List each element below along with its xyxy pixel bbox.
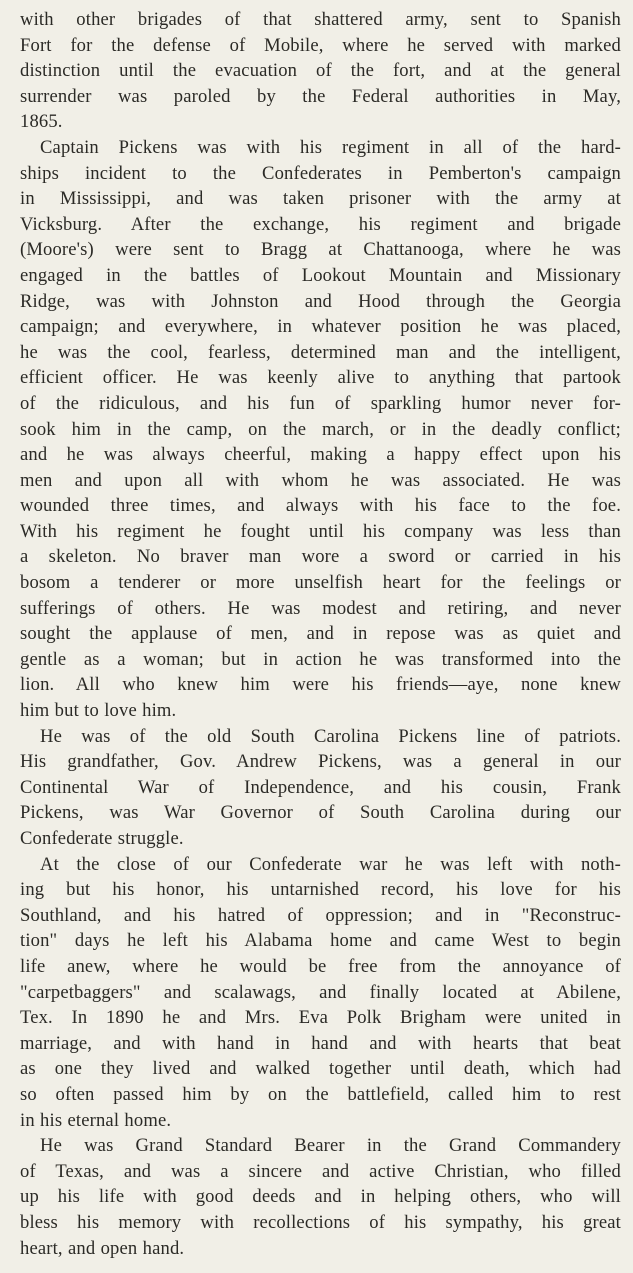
text-line: sufferings of others. He was modest and retiring, and never — [20, 597, 621, 619]
text-line: of the ridiculous, and his fun of sparkling humor never for- — [20, 392, 621, 414]
text-line: distinction until the evacuation of the fort, and at the general — [20, 60, 621, 82]
text-line: ing but his honor, his untarnished record, his love for his — [20, 879, 621, 901]
text-line: With his regiment he fought until his company was less than — [20, 520, 621, 542]
text-line: Tex. In 1890 he and Mrs. Eva Polk Brigham were united in — [20, 1007, 621, 1029]
text-line: engaged in the battles of Lookout Mountain and Missionary — [20, 264, 621, 286]
text-line: Southland, and his hatred of oppression; and in "Reconstruc- — [20, 904, 621, 926]
text-line: bosom a tenderer or more unselfish heart for the feelings or — [20, 572, 621, 594]
text-line: wounded three times, and always with his face to the foe. — [20, 495, 621, 517]
text-line: up his life with good deeds and in helping others, who will — [20, 1186, 621, 1208]
text-line: men and upon all with whom he was associated. He was — [20, 469, 621, 491]
paragraph-1 — [20, 7, 621, 135]
text-line: Vicksburg. After the exchange, his regiment and brigade — [20, 213, 621, 235]
text-line: with other brigades of that shattered army, sent to Spanish — [20, 9, 621, 30]
text-line: of Texas, and was a sincere and active Christian, who filled — [20, 1160, 621, 1182]
text-line: "carpetbaggers" and scalawags, and finally located at Abilene, — [20, 981, 621, 1003]
text-line: in Mississippi, and was taken prisoner with the army at — [20, 188, 621, 210]
text-line: bless his memory with recollections of his sympathy, his great — [20, 1211, 621, 1233]
text-line: He was Grand Standard Bearer in the Grand Commandery — [40, 1135, 621, 1157]
text-line: he was the cool, fearless, determined man and the intelligent, — [20, 341, 621, 363]
text-line: Pickens, was War Governor of South Carolina during our — [20, 802, 621, 824]
text-line: tion" days he left his Alabama home and came West to begin — [20, 930, 621, 952]
text-line: Confederate struggle. — [20, 828, 184, 849]
text-line: His grandfather, Gov. Andrew Pickens, was a general in our — [20, 751, 621, 773]
text-line: heart, and open hand. — [20, 1237, 185, 1259]
paragraph-4 — [20, 852, 621, 1134]
text-line: so often passed him by on the battlefield, called him to rest — [20, 1083, 621, 1105]
text-line: He was of the old South Carolina Pickens line of patriots. — [40, 725, 621, 747]
text-line: in his eternal home. — [20, 1109, 172, 1131]
text-line: and he was always cheerful, making a happy effect upon his — [20, 444, 621, 466]
text-line: campaign; and everywhere, in whatever position he was placed, — [20, 316, 621, 338]
text-line: 1865. — [20, 111, 63, 133]
paragraph-2 — [20, 135, 621, 724]
text-line: efficient officer. He was keenly alive to anything that partook — [20, 367, 621, 389]
text-line: Captain Pickens was with his regiment in all of the hard- — [40, 136, 621, 158]
text-line: Fort for the defense of Mobile, where he served with marked — [20, 34, 621, 56]
text-line: Continental War of Independence, and his cousin, Frank — [20, 776, 621, 798]
text-line: a skeleton. No braver man wore a sword or carried in his — [20, 546, 621, 568]
text-line: (Moore's) were sent to Bragg at Chattanooga, where he was — [20, 239, 621, 261]
text-line: as one they lived and walked together until death, which had — [20, 1058, 621, 1080]
text-line: lion. All who knew him were his friends—aye, none knew — [20, 674, 621, 696]
text-line: sought the applause of men, and in repose was as quiet and — [20, 623, 621, 645]
text-line: At the close of our Confederate war he was left with noth- — [40, 853, 621, 875]
text-line: marriage, and with hand in hand and with hearts that beat — [20, 1032, 621, 1054]
text-line: surrender was paroled by the Federal authorities in May, — [20, 85, 621, 107]
paragraph-5 — [20, 1133, 621, 1261]
text-line: Ridge, was with Johnston and Hood through the Georgia — [20, 290, 621, 312]
text-line: him but to love him. — [20, 700, 177, 722]
text-line: sook him in the camp, on the march, or in the deadly conflict; — [20, 418, 621, 440]
text-line: gentle as a woman; but in action he was transformed into the — [20, 648, 621, 670]
paragraph-3 — [20, 724, 621, 852]
text-line: life anew, where he would be free from the annoyance of — [20, 955, 621, 977]
text-line: ships incident to the Confederates in Pemberton's campaign — [20, 162, 621, 184]
